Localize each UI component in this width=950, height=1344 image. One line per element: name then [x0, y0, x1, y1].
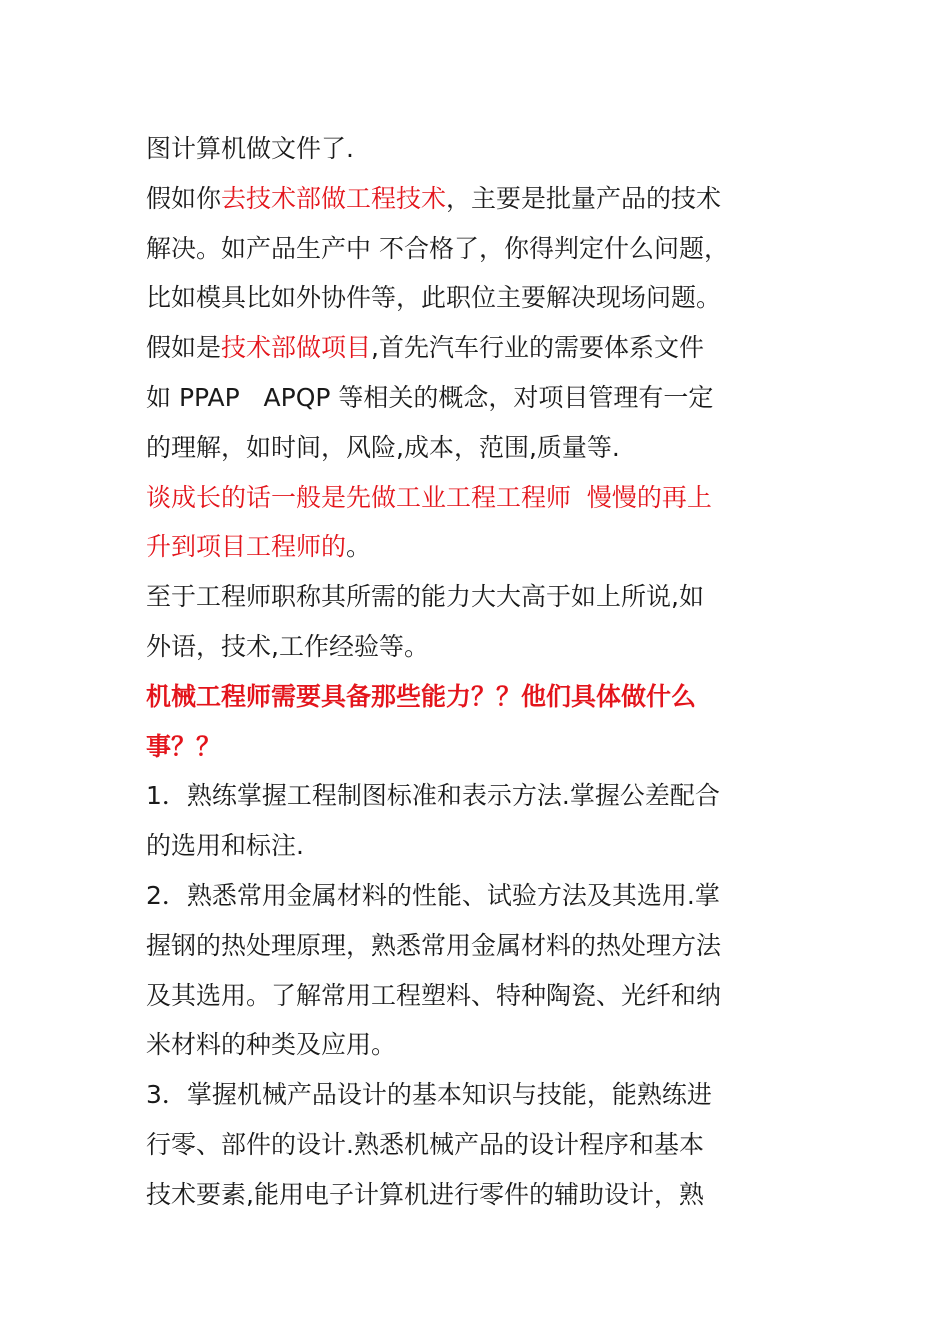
text-run: 2．熟悉常用金属材料的性能、试验方法及其选用.掌 [146, 880, 720, 910]
text-run: 至于工程师职称其所需的能力大大高于如上所说,如 [146, 582, 704, 612]
text-line [146, 273, 810, 323]
text-line [146, 572, 810, 622]
text-line [146, 672, 810, 722]
text-run: 米材料的种类及应用。 [146, 1030, 397, 1060]
paragraph [146, 672, 810, 772]
paragraph [146, 174, 810, 323]
paragraph [146, 572, 810, 672]
text-line [146, 1120, 810, 1170]
text-run: 假如你 [146, 183, 222, 213]
text-run: 比如模具比如外协件等，此职位主要解决现场问题。 [146, 283, 722, 313]
text-line [146, 124, 810, 174]
paragraph [146, 323, 810, 472]
text-run: 图计算机做文件了. [146, 134, 354, 163]
text-line [146, 622, 810, 672]
text-run: 及其选用。了解常用工程塑料、特种陶瓷、光纤和纳 [146, 980, 722, 1010]
paragraph [146, 473, 810, 573]
text-run: ，主要是批量产品的技术 [446, 183, 722, 213]
text-line [146, 224, 810, 274]
text-run: 如 PPAP APQP 等相关的概念，对项目管理有一定 [146, 382, 714, 412]
text-line [146, 821, 810, 871]
text-run: 技术要素,能用电子计算机进行零件的辅助设计，熟 [146, 1179, 704, 1209]
paragraph [146, 871, 810, 1070]
paragraph [146, 124, 810, 174]
text-line [146, 373, 810, 423]
text-run: ,首先汽车行业的需要体系文件 [371, 333, 704, 363]
highlighted-text: 去技术部做工程技术 [221, 183, 447, 213]
text-run: 1．熟练掌握工程制图标准和表示方法.掌握公差配合 [146, 781, 720, 811]
text-line [146, 323, 810, 373]
text-run: 外语，技术,工作经验等。 [146, 631, 429, 661]
text-line [146, 771, 810, 821]
highlighted-text: 技术部做项目 [221, 333, 372, 363]
text-line [146, 174, 810, 224]
text-line [146, 1170, 810, 1220]
text-line [146, 522, 810, 572]
text-run: 假如是 [146, 333, 222, 363]
text-run: 解决。如产品生产中 不合格了，你得判定什么问题， [146, 233, 729, 263]
highlighted-text: 事？？ [146, 731, 222, 761]
text-line [146, 871, 810, 921]
text-line [146, 1070, 810, 1120]
text-run: 。 [346, 532, 372, 562]
text-line [146, 971, 810, 1021]
text-line [146, 722, 810, 772]
paragraph [146, 771, 810, 871]
text-run: 行零、部件的设计.熟悉机械产品的设计程序和基本 [146, 1129, 704, 1159]
highlighted-text: 升到项目工程师的 [146, 532, 347, 562]
text-run: 握钢的热处理原理，熟悉常用金属材料的热处理方法 [146, 930, 722, 960]
text-line [146, 921, 810, 971]
text-run: 的理解，如时间，风险,成本，范围,质量等. [146, 432, 620, 462]
highlighted-text: 机械工程师需要具备那些能力？？他们具体做什么 [146, 681, 697, 711]
highlighted-text: 谈成长的话一般是先做工业工程工程师 慢慢的再上 [146, 482, 712, 512]
text-run: 的选用和标注. [146, 831, 304, 861]
text-line [146, 1020, 810, 1070]
text-line [146, 423, 810, 473]
text-line [146, 473, 810, 523]
document-body [146, 124, 810, 1220]
paragraph [146, 1070, 810, 1219]
text-run: 3．掌握机械产品设计的基本知识与技能，能熟练进 [146, 1080, 712, 1110]
